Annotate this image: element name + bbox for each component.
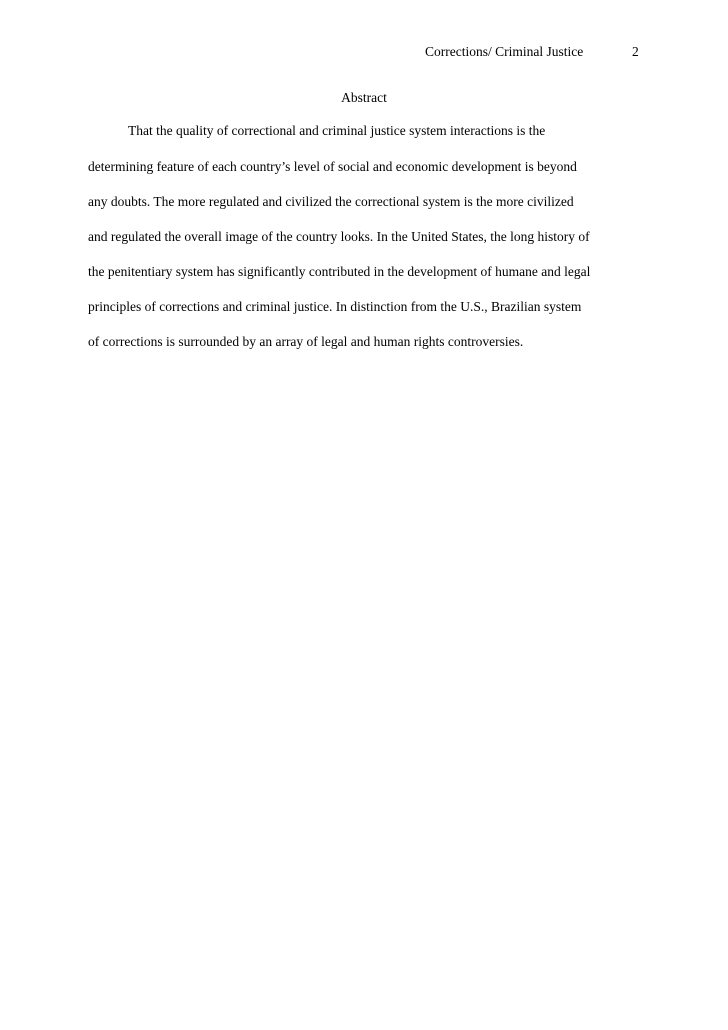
abstract-line-4: and regulated the overall image of the country looks. In the United States, the long history of <box>88 229 590 244</box>
page-number: 2 <box>632 44 639 59</box>
abstract-line-7: of corrections is surrounded by an array of legal and human rights controversies. <box>88 334 524 349</box>
running-head: Corrections/ Criminal Justice <box>425 44 584 59</box>
abstract-line-1: That the quality of correctional and criminal justice system interactions is the <box>128 123 546 138</box>
abstract-heading: Abstract <box>341 90 387 105</box>
abstract-line-5: the penitentiary system has significantly contributed in the development of humane and legal <box>88 264 591 279</box>
abstract-line-6: principles of corrections and criminal justice. In distinction from the U.S., Brazilian system <box>88 299 582 314</box>
abstract-line-3: any doubts. The more regulated and civilized the correctional system is the more civilized <box>88 194 574 209</box>
abstract-line-2: determining feature of each country’s level of social and economic development is beyond <box>88 159 577 174</box>
